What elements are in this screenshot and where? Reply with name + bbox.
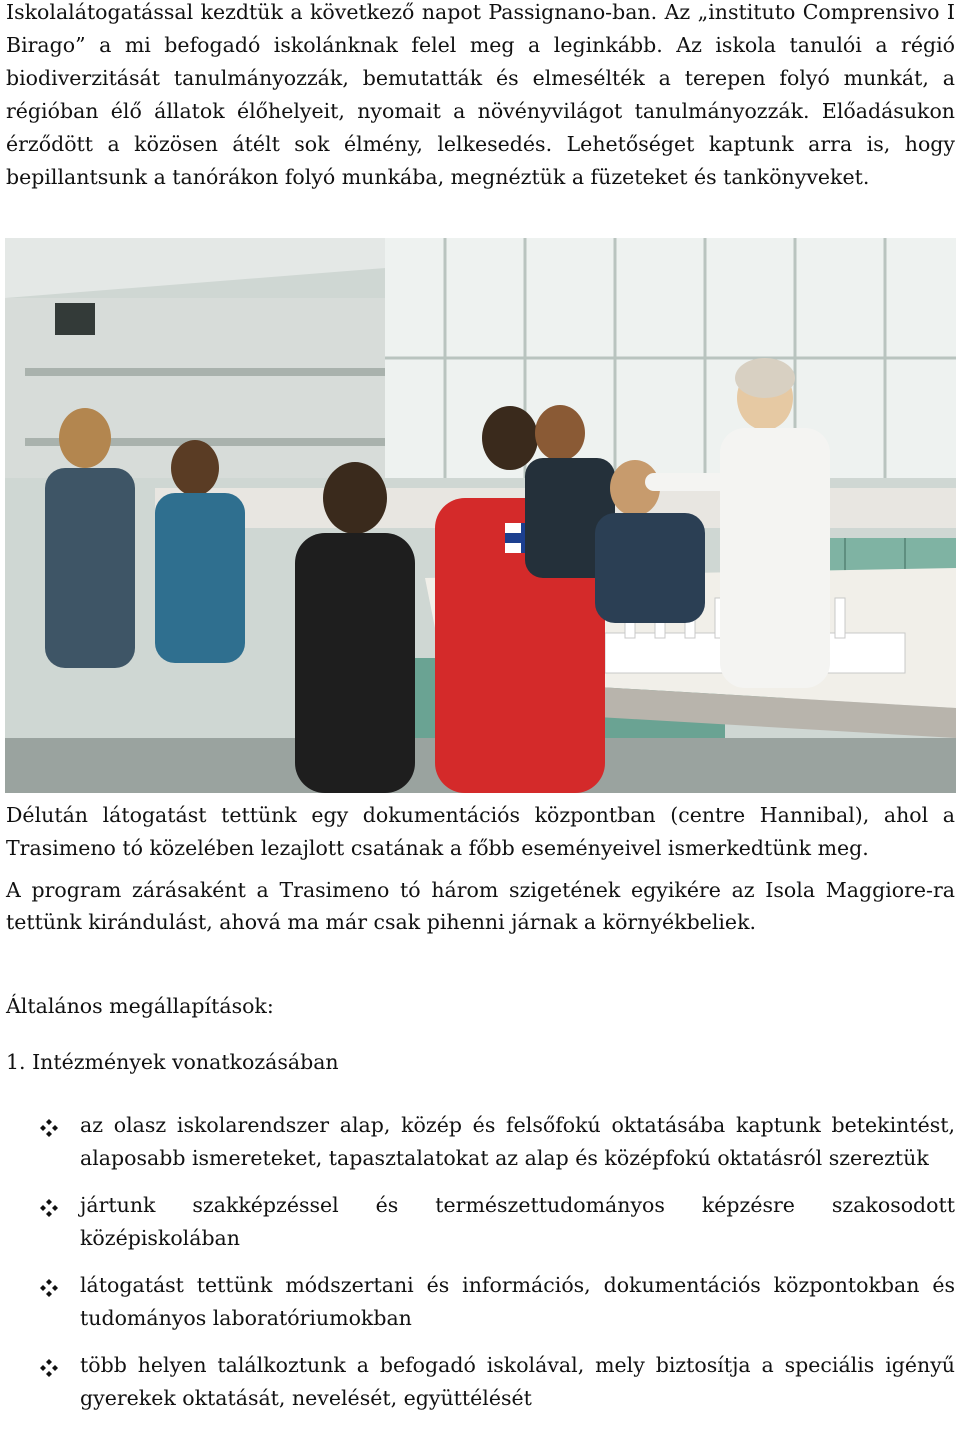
intro-paragraph: Iskolalátogatással kezdtük a következő napot Passignano-ban. Az „instituto Comprensivo I Birago” a mi befogadó iskolánknak felel meg a leginkább. Az iskola tanulói a régió biodiverzitását tanulmányozzák, bemutatták és elmesélték a terepen folyó munkát, a régióban élő állatok élőhelyeit, nyomait a növényvilágot tanulmányozzák. Előadásukon érződött a közösen átélt sok élmény, lelkesedés. Lehetőséget kaptunk arra is, hogy bepillantsunk a tanórákon folyó munkába, megnéztük a füzeteket és tankönyveket. xyxy=(6,0,955,189)
afternoon-paragraph: Délután látogatást tettünk egy dokumentációs központban (centre Hannibal), ahol a Trasimeno tó közelében lezajlott csatának a főbb eseményeivel ismerkedtünk meg. xyxy=(6,803,955,860)
list-item xyxy=(0,1109,960,1189)
four-diamond-bullet-icon xyxy=(40,1279,58,1297)
list-item xyxy=(0,1349,960,1429)
list-item xyxy=(0,1269,960,1349)
four-diamond-bullet-icon xyxy=(40,1199,58,1217)
bullet-text: több helyen találkoztunk a befogadó iskolával, mely biztosítja a speciális igényű gyerekek oktatását, nevelését, együttélését xyxy=(80,1353,955,1410)
heading-general-findings: Általános megállapítások: xyxy=(6,994,274,1018)
bullet-text: látogatást tettünk módszertani és információs, dokumentációs központokban és tudományos laboratóriumokban xyxy=(80,1273,955,1330)
four-diamond-bullet-icon xyxy=(40,1359,58,1377)
four-diamond-bullet-icon xyxy=(40,1119,58,1137)
bullet-list xyxy=(0,1109,960,1429)
photo-school-laboratory-icon xyxy=(5,238,956,793)
heading-institutions: 1. Intézmények vonatkozásában xyxy=(6,1050,339,1074)
closing-program-paragraph: A program zárásaként a Trasimeno tó három szigetének egyikére az Isola Maggiore-ra tettünk kirándulást, ahová ma már csak pihenni járnak a környékbeliek. xyxy=(6,878,955,934)
bullet-text: jártunk szakképzéssel és természettudományos képzésre szakosodott középiskolában xyxy=(80,1193,955,1250)
list-item xyxy=(0,1189,960,1269)
bullet-text: az olasz iskolarendszer alap, közép és felsőfokú oktatásába kaptunk betekintést, alaposabb ismereteket, tapasztalatokat az alap és középfokú oktatásról szereztük xyxy=(80,1113,955,1170)
